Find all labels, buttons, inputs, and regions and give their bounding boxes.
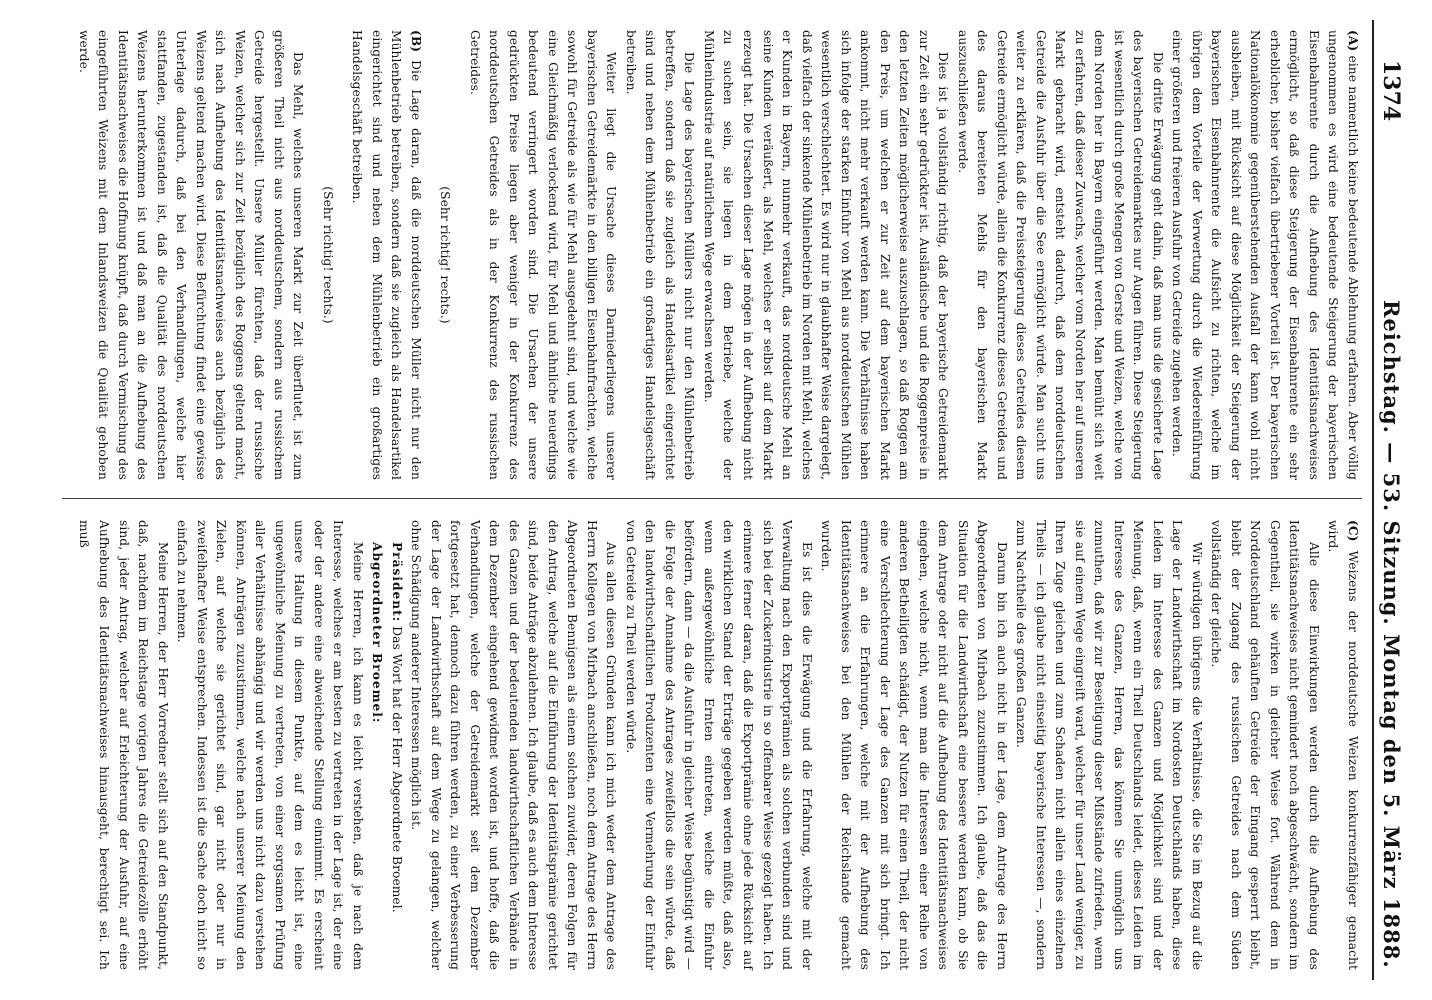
speaker-heading <box>367 520 387 970</box>
paragraph <box>1167 30 1362 480</box>
speaker-paragraphs <box>74 520 367 970</box>
paragraph-text: Die dritte Erwägung geht dahin, daß man uns die gesicherte Lage des bayerischen Getreidemarktes nur Augen führen. Diese Steigerung ist wesentlich durch große Mengen von Gerste und Weizen, welche von dem Norden her in Bayern eingeführt werden. Man bemüht sich weit zu erfahren, daß dieser Zuwachs, welcher vom Norden her auf unseren Markt gebracht wird, entsteht dadurch, daß dem norddeutschen Getreide die Ausfuhr über die See ermöglicht würde. Man sucht uns weiter zu erklären, daß die Preissteigerung dieses Getreides diesem Getreide ermöglicht würde, allein die Konkurrenz dieses Getreides und des daraus bereiteten Mehls für den bayerischen Markt auszuschließen werde. <box>955 30 1165 480</box>
paragraph <box>1011 520 1206 970</box>
paragraph <box>74 520 172 970</box>
paragraph <box>347 30 425 480</box>
paragraph <box>620 30 698 480</box>
paragraph-text: Weiter liegt die Ursache dieses Darniederliegens unserer bayerischen Getreidemärkte in den billigen Eisenbahnfrachten, welche sowohl für Getreide als wie für Mehl ausgedehnt sind, und welche wie eine Gleichmäßig verlockend wird, für Mehl und ähnliche neuerdings bedeutend verringert worden sind. Die Ursachen der unsere gedrückten Preise liegen aber weniger in der Konkurrenz des norddeutschen Getreides als in der Konkurrenz des russischen Getreides. <box>467 30 619 480</box>
paragraph <box>620 520 815 970</box>
paragraph-text: Meine Herren, der Herr Vorredner stellt sich auf den Standpunkt, daß, nachdem im Reichstage vorigen Jahres die Getreidezölle erhöht sind, jeder Antrag, welcher auf Erleichterung der Ausfuhr, auf eine Aufhebung des Identitätsnachweises hinausgeht, berechtigt sei. Ich muß <box>77 520 170 970</box>
interjection: (Sehr richtig! rechts.) <box>438 186 453 324</box>
paragraph-text: Dies ist ja vollständig richtig, daß der bayerische Getreidemarkt zur Zeit ein sehr gedrückter ist. Ausländische und die Roggenpreise in den letzten Zeiten möglicherweise auszuschlagen, so daß Roggen am den Preis, um welchen er zur Zeit auf dem bayerischen Markt ankommt, nicht mehr verkauft werden kann. Die Verhältnisse haben sich infolge der starken Einfuhr von Mehl aus norddeutschen Mühlen wesentlich verschlechtert. Es wird nur in glaubhafter Weise dargelegt, daß vielfach der sinkende Mühlenbetrieb im Norden mit Mehl, welches er Kunden in Bayern, nunmehr verkauft, das norddeutsche Mehl an seine Kunden veräußert, als Mehl, welches er selbst auf dem Markt erzeugt hat. Die Ursachen dieser Lage mögen in der Aufhebung nicht zu suchen sein, sie liegen in dem Betriebe, welche der Mühlenindustrie auf natürlichem Wege erwachsen werden. <box>701 30 951 480</box>
paragraph-text: Darum bin ich auch nicht in der Lage, dem Antrage des Herrn Abgeordneten von Mirbach zuzustimmen. Ich glaube, daß das die Situation für die Landwirthschaft eine bessere werden kann, ob Sie dem Antrage oder nicht auf die Aufhebung des Identitätsnachweises eingehen, welche nicht, wenn man die Interessen einer Reihe von anderen Betheiligten schädigt, der Nutzen für einen Theil, der nicht eine Verschlechterung der Lage des Ganzen mit sich bringt. Ich erinnere an die Erfahrungen, welche mit der Aufhebung des Identitätsnachweises bei den Mühlen der Reichslande gemacht wurden. <box>819 520 1009 970</box>
right-column <box>52 520 1362 970</box>
paragraph <box>952 30 1167 480</box>
left-column <box>52 30 1362 480</box>
paragraph-text: Es ist dies die Erwägung und die Erfahrung, welche mit der Verwaltung nach den Exportprämien als solchen verbunden sind und sich bei der Zuckerindustrie in so offenbarer Weise gezeigt haben. Ich erinnere ferner daran, daß die Exportprämie ohne jede Rücksicht auf den wirklichen Stand der Erträge gegeben werden müßte, daß also, wenn außergewöhnliche Ernten eintreten, welche die Einfuhr befördern, dann — da die Ausfuhr in gleicher Weise begünstigt wird — die Folge der Annahme des Antrages zweifellos die sein würde, daß den landwirthschaftlichen Produzenten eine Vermehrung der Einfuhr von Getreide zu Theil werden würde. <box>623 520 814 970</box>
paragraph-text: Die Lage daran, daß die norddeutschen Müller nicht nur den Mühlenbetrieb betreiben, sondern daß sie zugleich als Handelsartikel eingerichtet sind und neben dem Mühlenbetrieb ein großartiges Handelsgeschäft betreiben. <box>350 30 423 480</box>
page-header <box>1372 0 1412 1000</box>
paragraph-text: Meine Herren, ich kann es leicht verstehen, daß je nach dem Interesse, welches er am besten zu vertreten in der Lage ist, der eine oder der andere eine abweichende Stellung einnimmt. Es erscheint unsere Haltung in diesem Punkte, auf dem es leicht ist, eine ungewöhnliche Meinung zu vertreten, von einer sorgsamen Prüfung aller Verhältnisse abhängig und wir werden uns nicht dazu verstehen können, Anträgen zuzustimmen, welche nach unserer Meinung den Zielen, auf welche sie gerichtet sind, gar nicht oder nur in zweifelhafter Weise entsprechen. Indessen ist die Sache doch nicht so einfach zu nehmen. <box>175 520 365 970</box>
right-paragraphs <box>406 520 1362 970</box>
paragraph-text: Weizens der norddeutsche Weizen konkurrenzfähiger gemacht wird. <box>1326 520 1360 970</box>
paragraph-text: Die Lage des bayerischen Müllers nicht nur den Mühlenbetrieb betreffen, sondern daß sie zugleich als Handelsartikel eingerichtet sind und neben dem Mühlenbetrieb ein großartiges Handelsgeschäft betreiben. <box>623 30 697 480</box>
running-title: Reichstag. — 53. Sitzung. Montag den 5. März 1888. <box>1379 300 1404 969</box>
paragraph <box>1206 520 1323 970</box>
speaker-label: Abgeordneter Broemel: <box>370 542 385 724</box>
paragraph <box>406 520 621 970</box>
paragraph <box>73 30 307 480</box>
paragraph-text: Aus allen diesen Gründen kann ich mich weder dem Antrage des Herrn Kollegen von Mirbach anschließen, noch dem Antrage des Herrn Abgeordneten Bennigsen als einem solchen zuwider, deren Folgen für den Antrag, welche auf die Einführung der Identitätsprämie gerichtet sind, beide Anträge abzulehnen. Ich glaube, daß es auch dem Interesse des Ganzen und der bedeutenden landwirthschaftlichen Verbände in dem Dezember eingehend gewidmet worden ist, und hoffe, daß die Verhandlungen, welche der Getreidemarkt seit dem Dezember fortgesetzt hat, dennoch dazu führen werden, zu einer Verbesserung der Lage der Landwirthschaft auf dem Wege zu gelangen, welcher ohne Schädigung anderer Interessen möglich ist. <box>409 520 619 970</box>
margin-marker: (B) <box>408 30 423 53</box>
header-rule <box>1372 20 1374 980</box>
paragraph-text: Wir würdigen übrigens die Verhältnisse, die Sie im Bezug auf die Lage der Landwirthschaft im Nordosten Deutschlands haben, diese Leiden im Interesse des Ganzen und Möglichkeit sind und der Meinung, daß, wenn ein Theil Deutschlands leidet, dieses Leiden im Interesse des Ganzen, Herren, das können Sie unmöglich uns zumuthen, daß wir zur Beseitigung dieser Mißstände zufrieden, wenn sie auf einem Wege eingreift ward, welcher für unser Land weniger, zu Ihren Zuge gleichen und zum Schaden nicht allein eines einzelnen Theils — ich glaube nicht einseitig bayerische Interessen —, sondern zum Nachtheile des großen Ganzen. <box>1014 520 1204 970</box>
president-statement <box>386 520 406 970</box>
left-paragraphs <box>464 30 1362 480</box>
margin-marker: (A) <box>1346 30 1360 52</box>
paragraph <box>464 30 620 480</box>
left-paragraphs-3 <box>73 30 307 480</box>
paragraph <box>698 30 952 480</box>
left-paragraphs-2 <box>347 30 425 480</box>
paragraph <box>816 520 1011 970</box>
paragraph-text: eine namentlich keine bedeutende Ablehnung erfahren. Aber völlig ungenommen es wird eine bedeutende Steigerung der bayerischen Eisenbahnrente durch die Aufhebung des Identitätsnachweises ermöglicht, so daß diese Steigerung der Eisenbahnrente ein sehr erheblicher, bisher vielfach übertriebener Vorteil ist. Der bayerischen Nationalökonomie gegenüberstehenden Ausfall der kann wohl nicht ausbleiben, mit Rücksicht auf diese Möglichkeit der Steigerung der bayerischen Eisenbahnrente die Aufsicht zu richten, welche im übrigen dem Vorteile der Verwertung durch die Wiedereinführung einer größeren und freieren Ausfuhr von Getreide zugehen werden. <box>1170 30 1360 480</box>
president-label: Präsident: <box>389 542 404 623</box>
paragraph-text: Das Mehl, welches unseren Markt zur Zeit überflutet, ist zum größeren Theil nicht aus norddeutschem, sondern aus russischem Getreide hergestellt. Unsere Müller fürchten, daß der russische Weizen, welcher sich zur Zeit bezüglich des Roggens geltend macht, sich nach Aufhebung des Identitätsnachweises auch bezüglich des Weizens geltend machen wird. Diese Befürchtung findet eine gewisse Unterlage dadurch, daß bei den Verhandlungen, welche hier stattfanden, zugestanden ist, daß die Qualität des norddeutschen Weizens herunterkommen ist und daß man an die Aufhebung des Identitätsnachweises die Hoffnung knüpft, daß durch Vermischung des eingeführten Weizens mit dem Inlandsweizen die Qualität gehoben werde. <box>76 30 306 480</box>
paragraph <box>172 520 367 970</box>
column-divider <box>62 498 1362 499</box>
interjection: (Sehr richtig! rechts.) <box>320 186 335 324</box>
margin-marker: (C) <box>1346 520 1360 542</box>
page-number: 1374 <box>1378 60 1404 122</box>
president-text: Das Wort hat der Herr Abgeordnete Broemel. <box>389 626 404 913</box>
paragraph <box>1323 520 1362 970</box>
paragraph-text: Alle diese Einwirkungen werden durch die Aufhebung des Identitätsnachweises nicht gemindert noch abgeschwächt, sondern im Gegentheil, sie wirken in gleicher Weise fort. Während dem in Norddeutschland gehäuften Getreide der Eingang gesperrt bleibt, bleibt der Zugang des russischen Getreides nach dem Süden vollständig der gleiche. <box>1209 520 1321 970</box>
